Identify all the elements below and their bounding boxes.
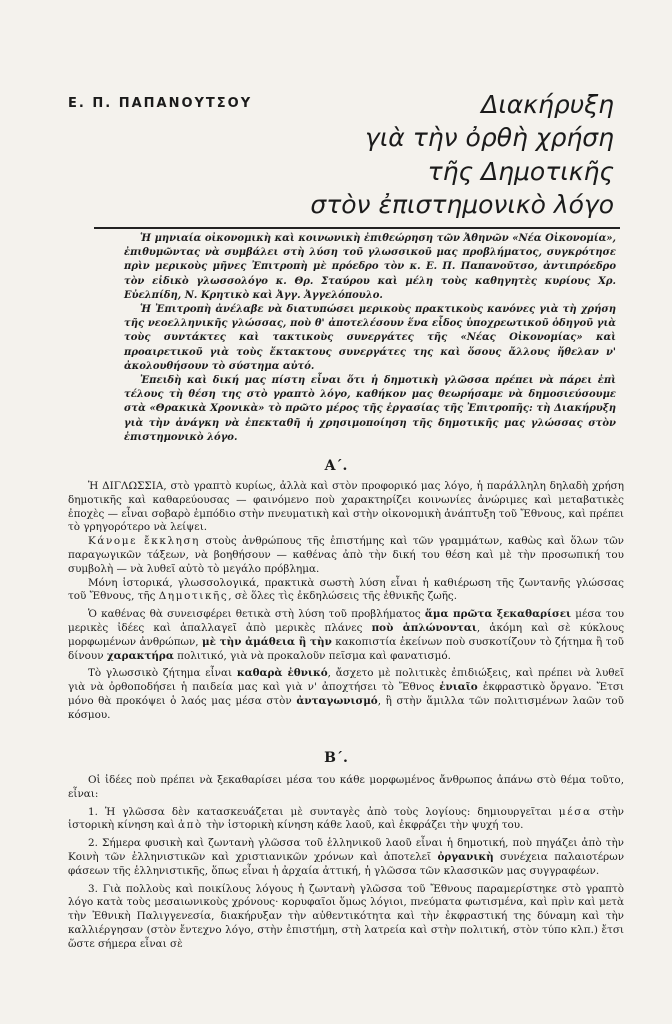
intro-paragraph: Ἡ μηνιαία οἰκονομικὴ καὶ κοινωνικὴ ἐπιθεώρηση τῶν Ἀθηνῶν «Νέα Οἰκονομία», ἐπιθυμῶντας νὰ συμβάλει στὴ λύση τοῦ γλωσσικοῦ μας προβλήματος, συγκρότησε πρὶν μερικοὺς μῆνες Ἐπιτροπὴ μὲ πρόεδρο τὸν κ. Ε. Π. Παπανοῦτσο, ἀντιπρόεδρο τὸν εἰδικὸ γλωσσολόγο κ. Θρ. Σταύρου καὶ μέλη τοὺς καθηγητὲς κυρίους Χρ. Εὐελπίδη, Ν. Κρητικὸ καὶ Ἀγγ. Ἀγγελόπουλο. — [124, 233, 616, 301]
section-a-paragraph — [68, 608, 624, 663]
bold-emphasis: ἑνιαῖο — [439, 681, 478, 694]
paragraph-text: Ὁ καθένας θὰ συνεισφέρει θετικὰ στὴ λύση τοῦ προβλήματος — [88, 608, 425, 621]
intro-paragraph: Ἡ Ἐπιτροπὴ ἀνέλαβε νὰ διατυπώσει μερικοὺς πρακτικοὺς κανόνες γιὰ τὴ χρήση τῆς νεοελληνικῆς γλώσσας, ποὺ θ' ἀποτελέσουν ἕνα εἶδος ὑποχρεωτικοῦ ὁδηγοῦ γιὰ τοὺς συντάκτες καὶ τακτικοὺς συνεργάτες τῆς «Νέας Οἰκονομίας» καὶ προαιρετικοῦ γιὰ τοὺς ἔκτακτους συνεργάτες της καὶ ὅσους ἄλλους ἤθελαν ν' ἀκολουθήσουν τὸ σύστημα αὐτό. — [124, 304, 616, 372]
spaced-emphasis: μέσα — [558, 805, 592, 818]
paragraph-text: Μόνη ἱστορικά, γλωσσολογικά, πρακτικὰ σωστὴ λύση εἶναι ἡ καθιέρωση τῆς ζωντανῆς γλώσσας τοῦ Ἔθνους, τῆς — [68, 576, 624, 603]
paragraph-text: συνέχεια παλαιοτέρων φάσεων τῆς ἑλληνιστικῆς, ὅπως εἶναι ἡ ἀρχαία ἀττική, ἡ γλῶσσα τῶν κλασσικῶν μας συγγραφέων. — [68, 850, 625, 877]
section-b-paragraph: Οἱ ἰδέες ποὺ πρέπει νὰ ξεκαθαρίσει μέσα του κάθε μορφωμένος ἄνθρωπος ἀπάνω στὸ θέμα τοῦτο, εἶναι: — [68, 774, 624, 800]
title-line: γιὰ τὴν ὀρθὴ χρήση — [365, 123, 614, 153]
editorial-intro — [124, 232, 616, 445]
paragraph-text: κακοπιστία ἐκείνων ποὺ συσκοτίζουν τὸ ζήτημα ἢ τοῦ δίνουν — [68, 635, 624, 662]
paragraph-text: Σήμερα φυσικὴ καὶ ζωντανὴ γλῶσσα τοῦ ἑλληνικοῦ λαοῦ εἶναι ἡ δημοτική, ποὺ πηγάζει ἀπὸ τὴν Κοινὴ τῶν ἑλληνιστικῶν καὶ χριστιανικῶν χρόνων καὶ ἀποτελεῖ — [68, 837, 624, 863]
spaced-emphasis: Δημοτικῆς — [158, 590, 229, 603]
spaced-emphasis: ἀπὸ — [178, 819, 203, 832]
title-line: στὸν ἐπιστημονικὸ λόγο — [310, 189, 614, 219]
section-a-heading: Α΄. — [324, 458, 348, 474]
intro-paragraph: Ἐπειδὴ καὶ δική μας πίστη εἶναι ὅτι ἡ δημοτικὴ γλῶσσα πρέπει νὰ πάρει ἐπὶ τέλους τὴ θέση της στὸ γραπτὸ λόγο, καθήκον μας θεωρήσαμε νὰ δημοσιεύσουμε στὰ «Θρακικὰ Χρονικὰ» τὸ πρῶτο μέρος τῆς ἐργασίας τῆς Ἐπιτροπῆς: τὴ Διακήρυξη γιὰ τὴν ἀνάγκη νὰ ἐπεκταθῆ ἡ χρησιμοποίηση τῆς δημοτικῆς μας γλώσσας στὸν ἐπιστημονικὸ λόγο. — [124, 375, 616, 443]
section-b-body — [68, 774, 624, 952]
paragraph-text: , ἀκόμη καὶ σὲ κύκλους μορφωμένων ἀνθρώπων, — [68, 621, 625, 648]
title-rule — [94, 227, 620, 229]
item-number: 3. — [88, 882, 98, 895]
paragraph-text: Τὸ γλωσσικὸ ζήτημα εἶναι — [88, 667, 237, 680]
paragraph-text: στοὺς ἀνθρώπους τῆς ἐπιστήμης καὶ τῶν γραμμάτων, καθὼς καὶ ὅλων τῶν παραγωγικῶν τάξεων, νὰ βοηθήσουν — καθένας ἀπὸ τὴν δική του θέση καὶ μὲ τὴν προσωπική του συμβολὴ — νὰ λυθεῖ αὐτὸ τὸ μεγάλο πρόβλημα. — [68, 535, 624, 575]
section-b-item — [68, 806, 624, 834]
title-line: τῆς Δημοτικῆς — [427, 156, 614, 186]
section-b-item — [68, 837, 624, 878]
spaced-emphasis: Κάνομε ἔκκληση — [88, 535, 200, 548]
section-b-heading: Β΄. — [324, 750, 348, 766]
title-line: Διακήρυξη — [481, 90, 614, 119]
item-number: 2. — [88, 837, 98, 850]
bold-emphasis: ὀργανικὴ — [437, 850, 494, 863]
paragraph-text: ἐκφραστικὸ ὄργανο. Ἔτσι μόνο θὰ προκόψει ὁ λαός μας μέσα στὸν — [68, 681, 624, 707]
paragraph-text: , ἢ στὴν ἅμιλλα τῶν πολιτισμένων λαῶν τοῦ κόσμου. — [68, 694, 624, 721]
paragraph-text: Ἡ γλῶσσα δὲν κατασκευάζεται μὲ συνταγὲς ἀπὸ τοὺς λογίους: δημιουργεῖται — [97, 805, 559, 818]
paragraph-text: τὴν ἱστορικὴ κίνηση κάθε λαοῦ, καὶ ἐκφράζει τὴν ψυχή του. — [202, 819, 524, 832]
bold-emphasis: χαρακτήρα — [106, 649, 174, 662]
section-a-body — [68, 480, 624, 723]
section-b-item — [68, 883, 624, 952]
section-a-paragraph: Ἡ ΔΙΓΛΩΣΣΙΑ, στὸ γραπτὸ κυρίως, ἀλλὰ καὶ στὸν προφορικό μας λόγο, ἡ παράλληλη δηλαδὴ χρήση δημοτικῆς καὶ καθαρεύουσας — φαινόμενο ποὺ χαρακτηρίζει κοινωνίες ἀνώριμες καὶ μεταβατικὲς ἐποχὲς — εἶναι σοβαρὸ ἐμπόδιο στὴν πνευματικὴ καὶ στὴν οἰκονομικὴ ἀνάπτυξη τοῦ Ἔθνους, καὶ πρέπει τὸ γρηγορότερο νὰ λείψει. — [68, 480, 624, 534]
author-name: Ε. Π. ΠΑΠΑΝΟΥΤΣΟΥ — [68, 96, 253, 111]
paragraph-text: μέσα του μερικὲς ἰδέες καὶ ἀπαλλαγεῖ ἀπὸ μερικὲς πλάνες — [68, 608, 625, 634]
paragraph-text: πολιτικό, γιὰ νὰ προκαλοῦν πεῖσμα καὶ φανατισμό. — [173, 649, 451, 662]
section-a-paragraph — [68, 577, 624, 605]
paragraph-text: , ἄσχετο μὲ πολιτικὲς ἐπιδιώξεις, καὶ πρέπει νὰ λυθεῖ γιὰ νὰ ὀρθοποδήσει ἡ παιδεία μας καὶ γιὰ ν' ἀποχτήσει τὸ Ἔθνος — [68, 667, 625, 694]
section-a-paragraph — [68, 535, 624, 576]
bold-emphasis: ἅμα πρῶτα ξεκαθαρίσει — [424, 608, 572, 621]
section-a-paragraph — [68, 667, 624, 722]
bold-emphasis: ποὺ ἁπλώνονται — [371, 621, 477, 634]
paragraph-text: , σὲ ὅλες τὶς ἐκδηλώσεις τῆς ἐθνικῆς ζωῆς. — [228, 590, 458, 603]
bold-emphasis: ἀνταγωνισμό — [296, 694, 378, 707]
article-title — [274, 88, 614, 221]
paragraph-text: Γιὰ πολλοὺς καὶ ποικίλους λόγους ἡ ζωντανὴ γλῶσσα τοῦ Ἔθνους παραμερίστηκε στὸ γραπτὸ λόγο κατὰ τοὺς μεσαιωνικοὺς χρόνους· κορυφαῖοι ὅμως λόγιοι, πνεύματα φωτισμένα, καὶ πρὶν καὶ μετὰ τὴν Ἐθνικὴ Παλιγγενεσία, διακήρυξαν τὴν αὐθεντικότητα καὶ τὴν ἐκφραστική της δύναμη καὶ τὴν καλλιέργησαν (στὸν ἔντεχνο λόγο, στὴν ἐπιστήμη, στὴ λατρεία καὶ στὴν πολιτική, στὸν τύπο κλπ.) ἔτσι ὥστε σήμερα εἶναι σὲ — [68, 882, 624, 950]
bold-emphasis: μὲ τὴν ἀμάθεια ἢ τὴν — [202, 635, 332, 648]
item-number: 1. — [88, 805, 98, 818]
paragraph-text: στὴν ἱστορικὴ κίνηση καὶ — [68, 805, 625, 832]
bold-emphasis: καθαρὰ ἐθνικό — [236, 667, 328, 680]
